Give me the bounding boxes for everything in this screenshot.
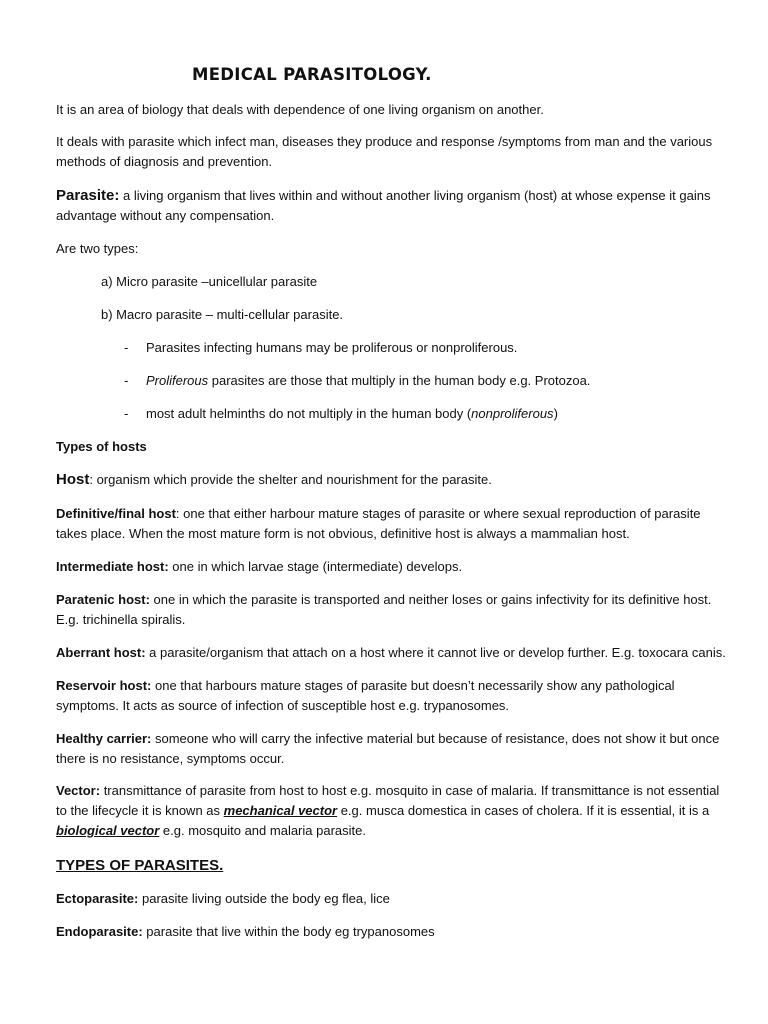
nonproliferous-term: nonproliferous — [471, 406, 554, 421]
vector-line-2-text: to the lifecycle it is known as — [56, 803, 224, 818]
page-title: MEDICAL PARASITOLOGY. — [192, 65, 432, 84]
ectoparasite-definition — [56, 889, 390, 909]
vector-term: Vector: — [56, 783, 101, 798]
healthy-carrier-line-2: there is no resistance, symptoms occur. — [56, 751, 285, 766]
definitive-host-text: : one that either harbour mature stages of parasite or where sexual reproduction of parasite — [175, 506, 701, 521]
bullet-item-3-text: most adult helminths do not multiply in the human body ( — [146, 406, 472, 421]
vector-line-1 — [56, 781, 719, 801]
reservoir-host-line-1 — [56, 676, 675, 696]
paratenic-host-text: one in which the parasite is transported and neither loses or gains infectivity for its definitive host. — [149, 592, 712, 607]
vector-line-2 — [56, 801, 709, 821]
bullet-item-2-text: parasites are those that multiply in the human body e.g. Protozoa. — [208, 373, 591, 388]
types-of-hosts-heading: Types of hosts — [56, 439, 147, 454]
bullet-item-3-close: ) — [553, 406, 558, 421]
ectoparasite-text: parasite living outside the body eg flea, lice — [138, 891, 390, 906]
reservoir-host-text: one that harbours mature stages of parasite but doesn’t necessarily show any pathological — [151, 678, 675, 693]
types-of-parasites-heading: TYPES OF PARASITES. — [56, 857, 224, 874]
bullet-dash: - — [124, 406, 129, 421]
types-intro: Are two types: — [56, 241, 139, 256]
ectoparasite-term: Ectoparasite: — [56, 891, 139, 906]
intro-paragraph-1: It is an area of biology that deals with dependence of one living organism on another. — [56, 102, 544, 117]
paratenic-host-line-1 — [56, 590, 711, 610]
reservoir-host-line-2: symptoms. It acts as source of infection of susceptible host e.g. trypanosomes. — [56, 698, 510, 713]
bullet-dash: - — [124, 340, 129, 355]
aberrant-host-term: Aberrant host: — [56, 645, 146, 660]
types-list-item: b) Macro parasite – multi-cellular parasite. — [101, 307, 344, 322]
bullet-item-1: Parasites infecting humans may be proliferous or nonproliferous. — [146, 340, 518, 355]
vector-text: transmittance of parasite from host to host e.g. mosquito in case of malaria. If transmittance is not essential — [100, 783, 720, 798]
paratenic-host-line-2: E.g. trichinella spiralis. — [56, 612, 186, 627]
parasite-term: Parasite: — [56, 187, 120, 204]
definitive-host-line-1 — [56, 504, 701, 524]
definitive-host-term: Definitive/final host — [56, 506, 176, 521]
host-text: : organism which provide the shelter and nourishment for the parasite. — [89, 472, 492, 487]
intermediate-host-text: one in which larvae stage (intermediate) develops. — [168, 559, 463, 574]
endoparasite-term: Endoparasite: — [56, 924, 143, 939]
proliferous-term: Proliferous — [146, 373, 209, 388]
endoparasite-text: parasite that live within the body eg trypanosomes — [142, 924, 435, 939]
paratenic-host-term: Paratenic host: — [56, 592, 150, 607]
parasite-definition-line-1 — [56, 186, 710, 206]
intro-paragraph-2-line-1: It deals with parasite which infect man, diseases they produce and response /symptoms from man and the various — [56, 134, 713, 149]
endoparasite-definition — [56, 922, 435, 942]
intermediate-host — [56, 557, 462, 577]
reservoir-host-term: Reservoir host: — [56, 678, 152, 693]
healthy-carrier-line-1 — [56, 729, 719, 749]
vector-line-3 — [56, 821, 366, 841]
bullet-dash: - — [124, 373, 129, 388]
healthy-carrier-term: Healthy carrier: — [56, 731, 152, 746]
intro-paragraph-2-line-2: methods of diagnosis and prevention. — [56, 154, 273, 169]
biological-vector-term: biological vector — [56, 823, 160, 838]
host-term: Host — [56, 471, 90, 488]
vector-line-2-rest: e.g. musca domestica in cases of cholera. If it is essential, it is a — [337, 803, 710, 818]
host-definition — [56, 470, 492, 490]
aberrant-host-text: a parasite/organism that attach on a host where it cannot live or develop further. E.g. toxocara canis. — [145, 645, 726, 660]
parasite-definition-line-2: advantage without any compensation. — [56, 208, 275, 223]
parasite-definition-text: a living organism that lives within and without another living organism (host) at whose expense it gains — [119, 188, 711, 203]
mechanical-vector-term: mechanical vector — [223, 803, 338, 818]
types-list-item: a) Micro parasite –unicellular parasite — [101, 274, 318, 289]
definitive-host-line-2: takes place. When the most mature form is not obvious, definitive host is always a mammalian host. — [56, 526, 630, 541]
intermediate-host-term: Intermediate host: — [56, 559, 169, 574]
aberrant-host — [56, 643, 726, 663]
bullet-item-3 — [146, 404, 558, 424]
vector-line-3-rest: e.g. mosquito and malaria parasite. — [159, 823, 366, 838]
bullet-item-2 — [146, 371, 590, 391]
healthy-carrier-text: someone who will carry the infective material but because of resistance, does not show it but once — [151, 731, 720, 746]
